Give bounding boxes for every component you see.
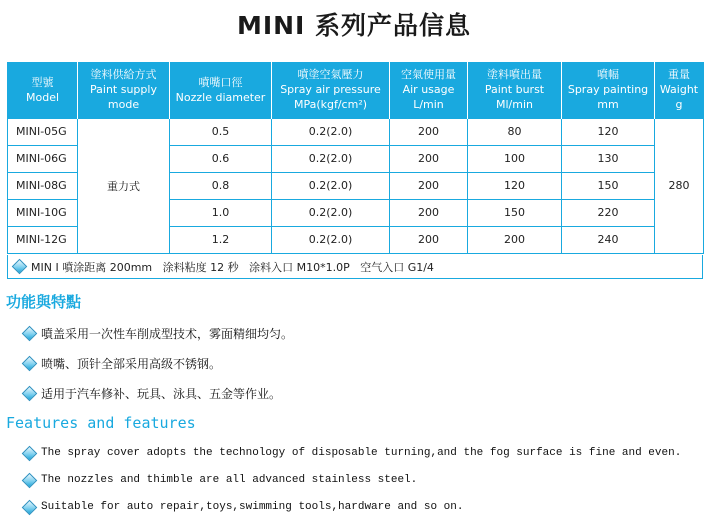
table-row	[8, 118, 704, 145]
list-item	[20, 501, 463, 513]
col-header-air-usage: 空氣使用量 Air usage L/min	[390, 62, 468, 118]
cell-air-usage: 200	[390, 172, 468, 199]
cell-pressure: 0.2(2.0)	[272, 118, 390, 145]
list-item	[20, 474, 417, 486]
feature-en-text: The spray cover adopts the technology of disposable turning,and the fog surface is fine and even.	[41, 447, 682, 459]
col-header-model: 型號 Model	[8, 62, 78, 118]
feature-cn-text: 噴盖采用一次性车削成型技术，雾面精细均匀。	[41, 327, 294, 341]
col-header-nozzle: 噴嘴口徑 Nozzle diameter	[170, 62, 272, 118]
feature-en-text: Suitable for auto repair,toys,swimming tools,hardware and so on.	[41, 501, 464, 513]
cell-air-usage: 200	[390, 199, 468, 226]
page-title: MINI 系列产品信息	[236, 11, 472, 40]
spec-note-text: MIN I 噴涂距离 200mm 涂料粘度 12 秒 涂料入口 M10*1.0P 空气入口 G1/4	[31, 260, 434, 274]
list-item	[20, 385, 281, 402]
feature-en-text: The nozzles and thimble are all advanced stainless steel.	[41, 474, 418, 486]
cell-model: MINI-10G	[8, 199, 78, 226]
cell-nozzle: 0.8	[170, 172, 272, 199]
cell-spray-width: 240	[562, 226, 655, 253]
col-header-pressure: 噴塗空氣壓力 Spray air pressure MPa(kgf/cm²)	[272, 62, 390, 118]
cell-air-usage: 200	[390, 226, 468, 253]
cell-model: MINI-12G	[8, 226, 78, 253]
feature-cn-text: 喷嘴、顶针全部采用高级不锈钢。	[41, 357, 222, 371]
features-en-heading: Features and features	[6, 414, 196, 432]
cell-pressure: 0.2(2.0)	[272, 226, 390, 253]
cell-pressure: 0.2(2.0)	[272, 145, 390, 172]
diamond-icon	[12, 259, 28, 275]
diamond-icon	[22, 326, 38, 342]
col-header-paint-burst: 塗料噴出量 Paint burst Ml/min	[468, 62, 562, 118]
cell-model: MINI-06G	[8, 145, 78, 172]
cell-nozzle: 1.0	[170, 199, 272, 226]
cell-air-usage: 200	[390, 145, 468, 172]
cell-nozzle: 0.6	[170, 145, 272, 172]
cell-spray-width: 220	[562, 199, 655, 226]
col-header-weight: 重量 Waight g	[655, 62, 704, 118]
cell-model: MINI-08G	[8, 172, 78, 199]
cell-air-usage: 200	[390, 118, 468, 145]
col-header-supply: 塗料供給方式 Paint supply mode	[78, 62, 170, 118]
cell-paint-burst: 200	[468, 226, 562, 253]
cell-paint-burst: 100	[468, 145, 562, 172]
cell-nozzle: 0.5	[170, 118, 272, 145]
cell-supply-mode: 重力式	[78, 118, 170, 253]
list-item	[20, 447, 681, 459]
cell-pressure: 0.2(2.0)	[272, 199, 390, 226]
table-header-row	[8, 62, 704, 118]
diamond-icon	[22, 356, 38, 372]
cell-nozzle: 1.2	[170, 226, 272, 253]
cell-pressure: 0.2(2.0)	[272, 172, 390, 199]
diamond-icon	[22, 386, 38, 402]
diamond-icon	[22, 499, 38, 515]
cell-paint-burst: 120	[468, 172, 562, 199]
col-header-spray-width: 噴幅 Spray painting mm	[562, 62, 655, 118]
cell-model: MINI-05G	[8, 118, 78, 145]
list-item	[20, 325, 293, 342]
feature-cn-text: 适用于汽车修补、玩具、泳具、五金等作业。	[41, 387, 282, 401]
features-cn-heading: 功能與特點	[6, 293, 82, 311]
cell-weight: 280	[655, 118, 704, 253]
cell-spray-width: 120	[562, 118, 655, 145]
cell-paint-burst: 80	[468, 118, 562, 145]
spec-table	[7, 62, 704, 254]
cell-paint-burst: 150	[468, 199, 562, 226]
list-item	[20, 355, 221, 372]
spec-note	[7, 255, 703, 279]
cell-spray-width: 150	[562, 172, 655, 199]
cell-spray-width: 130	[562, 145, 655, 172]
diamond-icon	[22, 445, 38, 461]
diamond-icon	[22, 472, 38, 488]
